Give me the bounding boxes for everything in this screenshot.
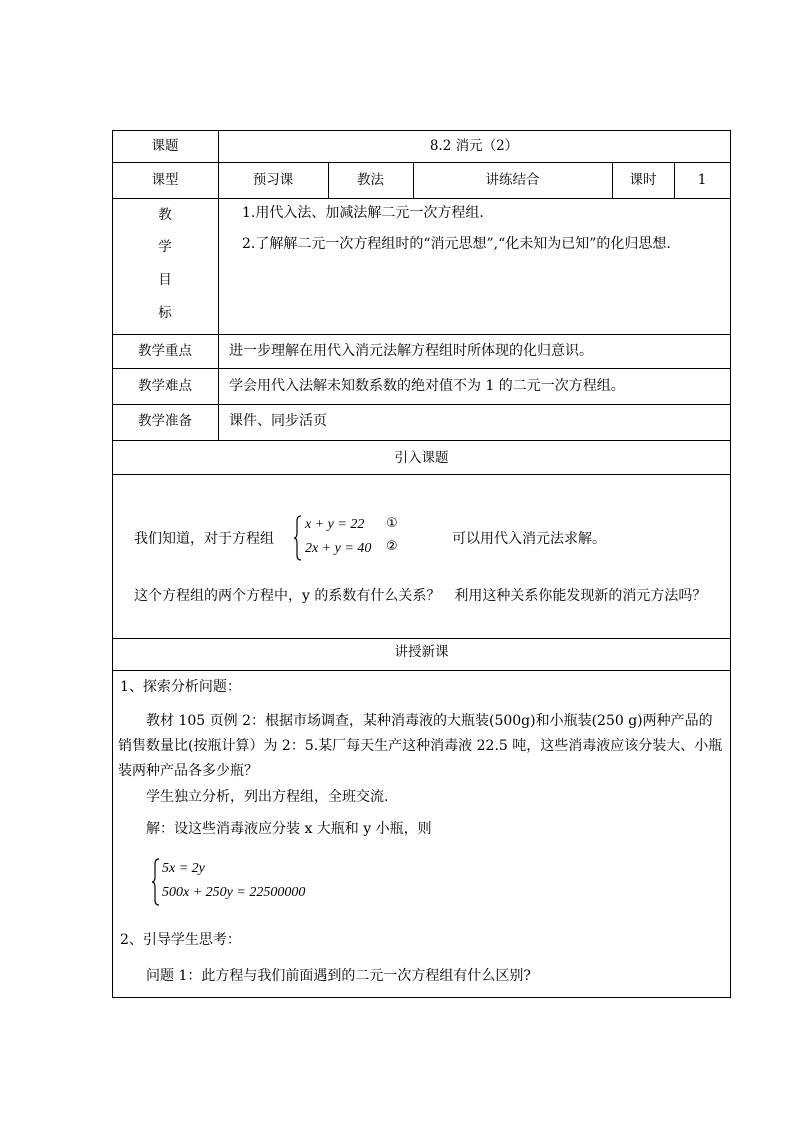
question-1-text: 问题 1：此方程与我们前面遇到的二元一次方程组有什么区别? [146,968,531,984]
system-eq1: 5x = 2y [162,861,205,876]
topic-value: 8.2 消元（2） [429,138,519,154]
intro-tail: 可以用代入消元法求解。 [452,531,606,547]
intro-question: 这个方程组的两个方程中，y 的系数有什么关系？ 利用这种关系你能发现新的消元方法吗？ [134,588,707,604]
hours-label: 课时 [629,172,657,188]
solution-text: 解：设这些消毒液应分装 x 大瓶和 y 小瓶，则 [146,821,432,837]
goal-item-2: 2.了解解二元一次方程组时的“消元思想”,“化未知为已知”的化归思想. [242,236,671,252]
table-line [112,440,731,441]
type-value: 预习课 [252,172,294,188]
table-line [112,198,731,199]
system-brace [151,858,161,906]
table-line [112,334,731,335]
system-brace [293,515,303,561]
system-eq2: 500x + 250y = 22500000 [162,885,306,900]
section-2-heading: 2、引导学生思考： [120,932,241,948]
key-points-label: 教学重点 [138,343,192,359]
new-lesson-title: 讲授新课 [394,644,449,660]
goals-label-char: 目 [158,272,172,288]
table-line [112,404,731,405]
preparation-text: 课件、同步活页 [229,413,327,429]
intro-eq1: x + y = 22 [305,517,365,532]
table-line [112,670,731,671]
hours-value: 1 [697,172,707,188]
topic-label: 课题 [151,138,179,154]
key-points-text: 进一步理解在用代入消元法解方程组时所体现的化归意识。 [229,343,593,359]
type-label: 课型 [151,172,179,188]
intro-eq2: 2x + y = 40 [305,541,372,556]
method-value: 讲练结合 [485,172,540,188]
table-line [112,162,731,163]
table-border-bottom [112,997,731,998]
student-analysis-text: 学生独立分析，列出方程组，全班交流. [146,789,389,805]
section-1-heading: 1、探索分析问题： [120,679,241,695]
preparation-label: 教学准备 [138,413,192,429]
goal-item-1: 1.用代入法、加减法解二元一次方程组. [242,205,484,221]
table-border-left [112,130,113,998]
goals-label-char: 教 [158,207,172,223]
intro-title: 引入课题 [394,450,449,466]
goals-label-char: 标 [158,305,172,321]
table-line [112,638,731,639]
method-label: 教法 [357,172,384,188]
example-text: 教材 105 页例 2：根据市场调查，某种消毒液的大瓶装(500g)和小瓶装(250 g)两种产品的销售数量比(按瓶计算）为 2：5.某厂每天生产这种消毒液 22.5 吨，这些消毒液应该分装大、小瓶装两种产品各多少瓶？ [118,713,723,779]
table-line [112,474,731,475]
table-line [112,368,731,369]
difficulties-label: 教学难点 [138,378,192,394]
intro-lead: 我们知道，对于方程组 [134,531,274,547]
table-border-right [730,130,731,998]
goals-label-char: 学 [158,239,172,255]
intro-eq1-mark: ① [386,516,398,531]
difficulties-text: 学会用代入法解未知数系数的绝对值不为 1 的二元一次方程组。 [229,378,625,394]
table-border-top [112,130,731,131]
intro-eq2-mark: ② [386,539,398,554]
